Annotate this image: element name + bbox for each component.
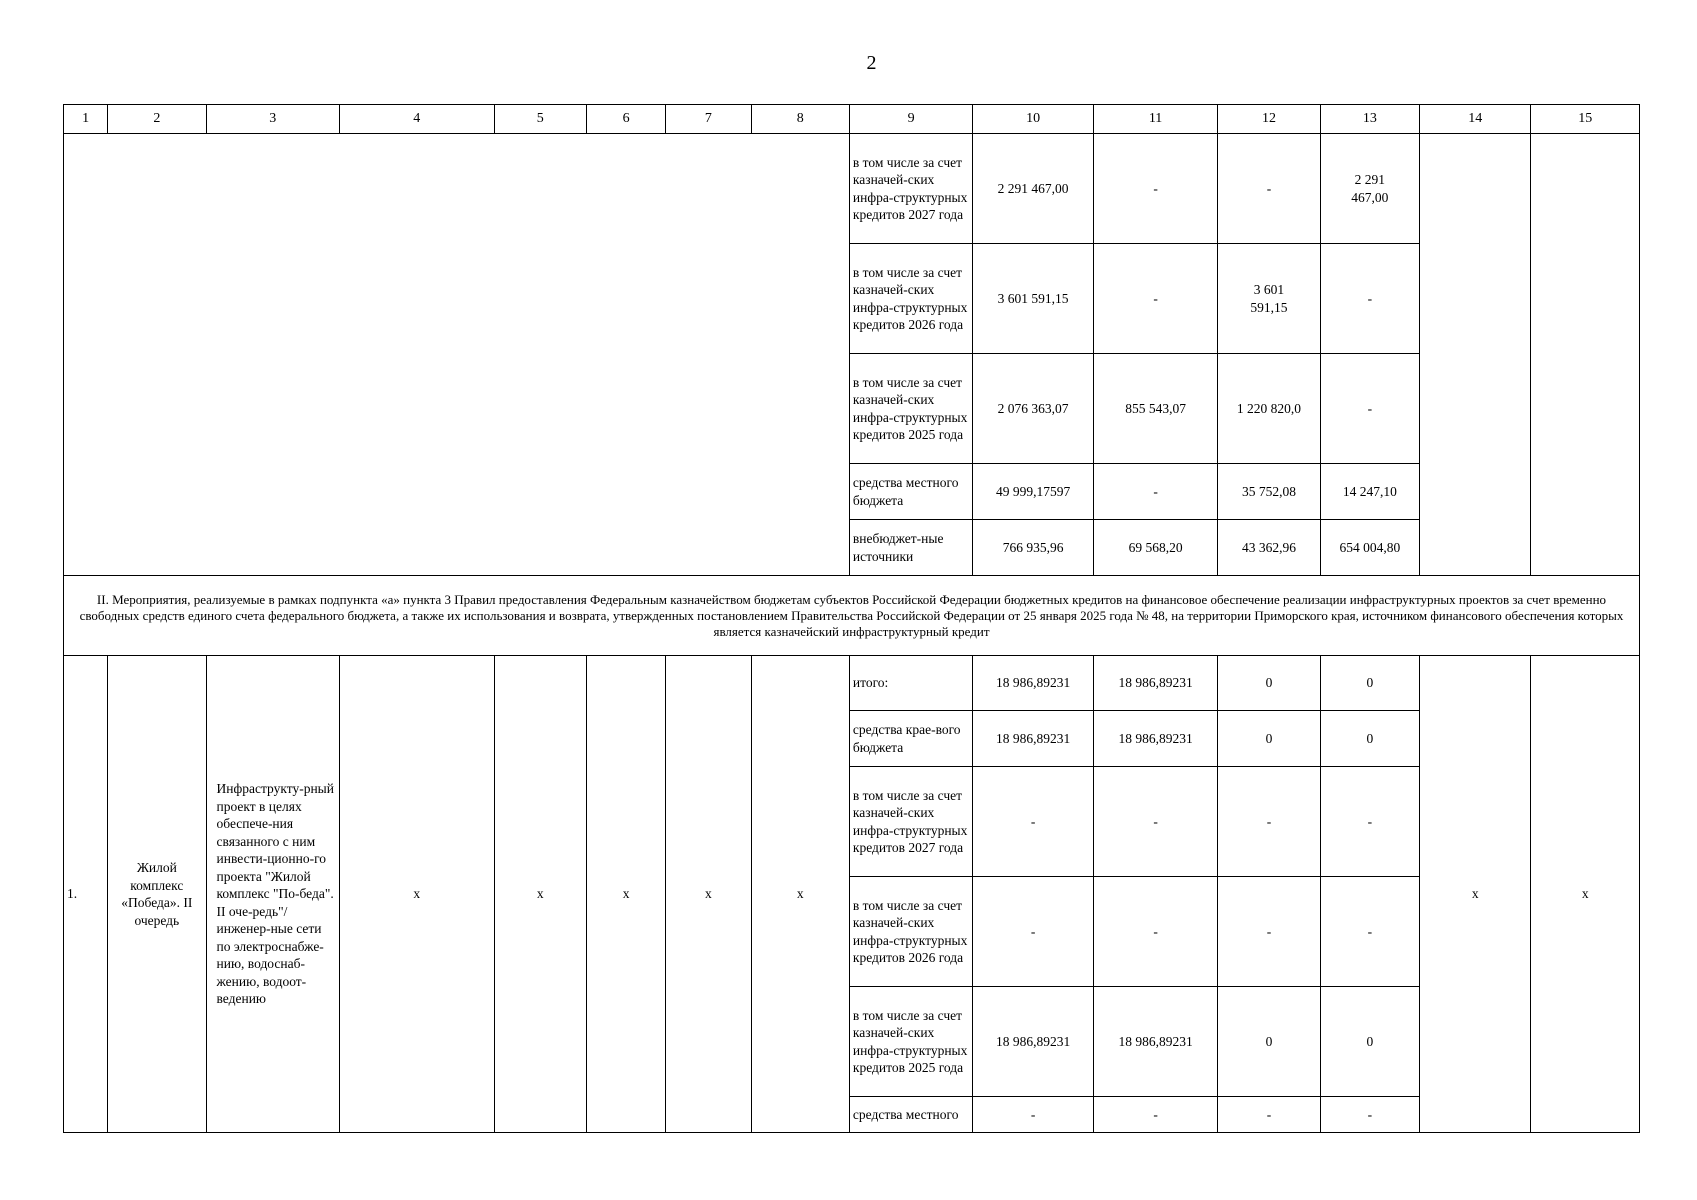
column-number: 6 (586, 105, 665, 134)
column-8-cell: х (751, 656, 849, 1133)
funding-source-label: в том числе за счет казначей-ских инфра-структурных кредитов 2027 года (849, 134, 972, 244)
value-cell: 18 986,89231 (973, 987, 1093, 1097)
column-number: 1 (64, 105, 108, 134)
value-cell: - (1093, 877, 1217, 987)
column-15-cell (1531, 134, 1640, 576)
column-15-cell: х (1531, 656, 1640, 1133)
project-description: Инфраструкту-рный проект в целях обеспече-ния связанного с ним инвести-ционно-го проекта "Жилой комплекс "По-беда". II оче-редь"/инженер-ные сети по электроснабже-нию, водоснаб-жению, водоот-ведению (206, 656, 340, 1133)
funding-source-label: средства крае-вого бюджета (849, 711, 972, 767)
object-name: Жилой комплекс «Победа». II очередь (108, 656, 206, 1133)
funding-source-label: средства местного (849, 1097, 972, 1133)
funding-source-label: в том числе за счет казначей-ских инфра-структурных кредитов 2026 года (849, 877, 972, 987)
value-cell: 69 568,20 (1093, 520, 1217, 576)
value-cell: - (1320, 767, 1419, 877)
value-cell: 1 220 820,0 (1218, 354, 1320, 464)
funding-source-label: в том числе за счет казначей-ских инфра-структурных кредитов 2025 года (849, 987, 972, 1097)
value-cell: 0 (1218, 987, 1320, 1097)
column-number: 11 (1093, 105, 1217, 134)
column-7-cell: х (666, 656, 751, 1133)
column-number: 12 (1218, 105, 1320, 134)
column-5-cell: х (494, 656, 586, 1133)
value-cell: 3 601 591,15 (973, 244, 1093, 354)
column-number: 7 (666, 105, 751, 134)
value-cell: 18 986,89231 (1093, 711, 1217, 767)
continued-blank-cell (64, 134, 850, 576)
value-cell: 14 247,10 (1320, 464, 1419, 520)
value-cell: 0 (1218, 656, 1320, 711)
value-cell: - (1218, 877, 1320, 987)
value-cell: 766 935,96 (973, 520, 1093, 576)
value-cell: 18 986,89231 (973, 656, 1093, 711)
value-cell: - (1093, 1097, 1217, 1133)
value-cell: 43 362,96 (1218, 520, 1320, 576)
value-cell: - (1320, 244, 1419, 354)
value-cell: 2 291 467,00 (973, 134, 1093, 244)
value-cell: 2 076 363,07 (973, 354, 1093, 464)
column-4-cell: х (340, 656, 495, 1133)
funding-source-label: средства местного бюджета (849, 464, 972, 520)
value-cell: 3 601 591,15 (1218, 244, 1320, 354)
column-number: 5 (494, 105, 586, 134)
column-number: 2 (108, 105, 206, 134)
column-number: 15 (1531, 105, 1640, 134)
value-cell: - (1320, 354, 1419, 464)
column-number: 14 (1420, 105, 1531, 134)
column-number: 8 (751, 105, 849, 134)
item-number: 1. (64, 656, 108, 1133)
value-cell: 18 986,89231 (1093, 987, 1217, 1097)
value-cell: 18 986,89231 (973, 711, 1093, 767)
funding-source-label: в том числе за счет казначей-ских инфра-структурных кредитов 2027 года (849, 767, 972, 877)
column-6-cell: х (586, 656, 665, 1133)
value-cell: 0 (1320, 656, 1419, 711)
value-cell: - (1320, 877, 1419, 987)
column-number-row (64, 105, 1640, 134)
value-cell: - (1218, 134, 1320, 244)
funding-source-label: итого: (849, 656, 972, 711)
funding-source-label: в том числе за счет казначей-ских инфра-структурных кредитов 2026 года (849, 244, 972, 354)
value-cell: - (1218, 767, 1320, 877)
value-cell: 654 004,80 (1320, 520, 1419, 576)
column-number: 13 (1320, 105, 1419, 134)
section-heading: II. Мероприятия, реализуемые в рамках подпункта «а» пункта 3 Правил предоставления Федеральным казначейством бюджетам субъектов Российской Федерации бюджетных кредитов на финансовое обеспечение реализации инфраструктурных проектов за счет временно свободных средств единого счета федерального бюджета, а также их использования и возврата, утвержденных постановлением Правительства Российской Федерации от 25 января 2025 года № 48, на территории Приморского края, источником финансового обеспечения которых является казначейский инфраструктурный кредит (64, 576, 1640, 656)
value-cell: 855 543,07 (1093, 354, 1217, 464)
value-cell: 35 752,08 (1218, 464, 1320, 520)
value-cell: 0 (1218, 711, 1320, 767)
column-number: 4 (340, 105, 495, 134)
value-cell: 18 986,89231 (1093, 656, 1217, 711)
value-cell: - (1093, 244, 1217, 354)
table-row (64, 656, 1640, 711)
column-number: 3 (206, 105, 340, 134)
budget-table (63, 104, 1640, 1133)
value-cell: - (1320, 1097, 1419, 1133)
value-cell: 0 (1320, 987, 1419, 1097)
page-number: 2 (866, 52, 877, 74)
value-cell: 49 999,17597 (973, 464, 1093, 520)
value-cell: - (973, 877, 1093, 987)
section-heading-row (64, 576, 1640, 656)
funding-source-label: в том числе за счет казначей-ских инфра-структурных кредитов 2025 года (849, 354, 972, 464)
value-cell: - (1093, 464, 1217, 520)
value-cell: - (973, 767, 1093, 877)
table-row (64, 134, 1640, 244)
funding-source-label: внебюджет-ные источники (849, 520, 972, 576)
column-number: 9 (849, 105, 972, 134)
value-cell: - (1218, 1097, 1320, 1133)
column-number: 10 (973, 105, 1093, 134)
column-14-cell (1420, 134, 1531, 576)
column-14-cell: х (1420, 656, 1531, 1133)
value-cell: - (973, 1097, 1093, 1133)
value-cell: 0 (1320, 711, 1419, 767)
value-cell: - (1093, 134, 1217, 244)
value-cell: - (1093, 767, 1217, 877)
value-cell: 2 291 467,00 (1320, 134, 1419, 244)
